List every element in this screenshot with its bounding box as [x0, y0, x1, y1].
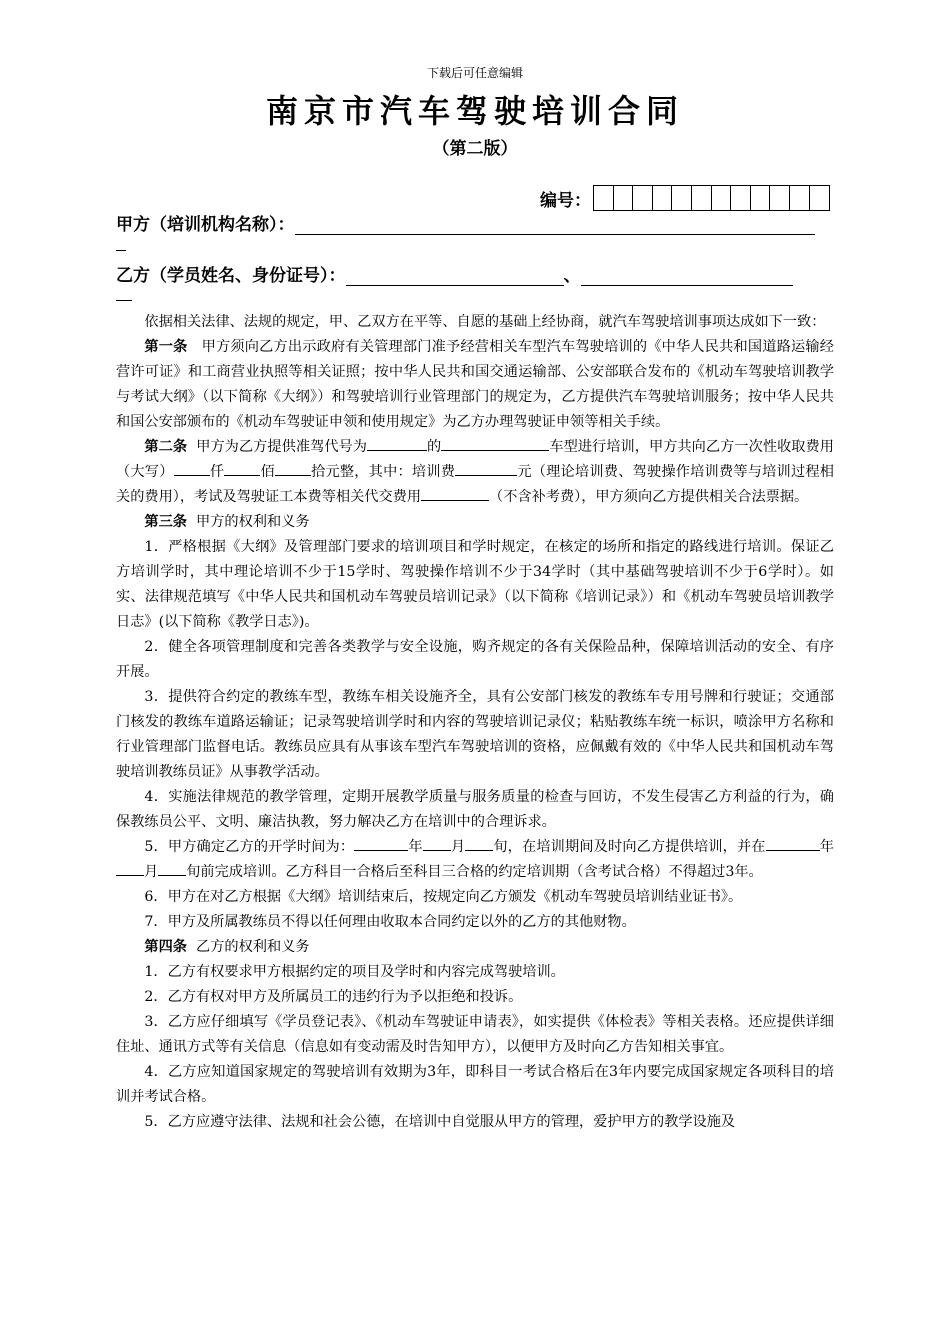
- party-a-line: [116, 210, 815, 235]
- license-class-blank: [367, 436, 427, 451]
- article-2-text-b: 的: [427, 439, 442, 455]
- party-b-name-blank: [346, 267, 564, 286]
- article-4-item-4: 4．乙方应知道国家规定的驾驶培训有效期为3年，即科目一考试合格后在3年内要完成国家规定各项科目的培训并考试合格。: [116, 1064, 834, 1105]
- article-1-text: 甲方须向乙方出示政府有关管理部门准予经营相关车型汽车驾驶培训的《中华人民共和国道路运输经营许可证》和工商营业执照等相关证照；按中华人民共和国交通运输部、公安部联合发布的《机动车驾驶培训教学与考试大纲》（以下简称《大纲》）和驾驶培训行业管理部门的规定为，乙方提供汽车驾驶培训服务；按中华人民共和国公安部颁布的《机动车驾驶证申领和使用规定》为乙方办理驾驶证申领等相关手续。: [116, 339, 834, 430]
- party-b-id-blank: [581, 267, 793, 286]
- item-5-text-f: 月: [144, 864, 159, 880]
- party-a-blank-tail: [116, 250, 126, 251]
- serial-label: 编号：: [540, 190, 591, 211]
- article-4-item-2: 2．乙方有权对甲方及所属员工的违约行为予以拒绝和投诉。: [144, 989, 523, 1005]
- article-3-title: [116, 510, 834, 535]
- serial-number: [540, 185, 830, 211]
- contract-title: 南京市汽车驾驶培训合同: [265, 92, 684, 130]
- article-1: [116, 335, 834, 435]
- party-a-blank: [295, 216, 815, 235]
- article-4-item-3: 3．乙方应仔细填写《学员登记表》、《机动车驾驶证申请表》，如实提供《体检表》等相关表格。还应提供详细住址、通讯方式等有关信息（信息如有变动需及时告知甲方），以便甲方及时向乙方告知相关事宜。: [116, 1014, 834, 1055]
- party-b-blank-tail: [116, 300, 132, 301]
- end-year-blank: [766, 836, 820, 851]
- article-3-title-text: 甲方的权利和义务: [196, 514, 310, 530]
- header-note: 下载后可任意编辑: [426, 66, 523, 80]
- article-2-text-f: 拾元整，其中：培训费: [310, 464, 456, 480]
- article-3-item-6: 6．甲方在对乙方根据《大纲》培训结束后，按规定向乙方颁发《机动车驾驶员培训结业证书》。: [144, 889, 743, 905]
- start-month-blank: [423, 836, 451, 851]
- article-4-heading: 第四条: [144, 939, 187, 955]
- end-month-blank: [116, 861, 144, 876]
- item-5-text-b: 年: [408, 839, 423, 855]
- serial-boxes: [593, 185, 830, 211]
- fee-hundreds-blank: [224, 461, 260, 476]
- item-5-text-e: 年: [819, 839, 834, 855]
- article-2-text-h: （不含补考费），甲方须向乙方提供相关合法票据。: [489, 489, 809, 505]
- start-year-blank: [354, 836, 408, 851]
- party-a-label: 甲方（培训机构名称）：: [116, 215, 295, 235]
- article-2: [116, 435, 834, 510]
- item-5-text-d: 旬，在培训期间及时向乙方提供培训，并在: [493, 839, 766, 855]
- item-5-text-c: 月: [450, 839, 466, 855]
- article-3-item-4: 4．实施法律规范的教学管理，定期开展教学质量与服务质量的检查与回访，不发生侵害乙方利益的行为，确保教练员公平、文明、廉洁执教，努力解决乙方在培训中的合理诉求。: [116, 789, 834, 830]
- article-3-item-7: 7．甲方及所属教练员不得以任何理由收取本合同约定以外的乙方的其他财物。: [144, 914, 636, 930]
- party-b-label: 乙方（学员姓名、身份证号）：: [116, 266, 346, 286]
- fee-tens-blank: [275, 461, 311, 476]
- article-1-heading: 第一条: [144, 339, 188, 355]
- vehicle-type-blank: [441, 436, 549, 451]
- item-5-text-g: 旬前完成培训。乙方科目一合格后至科目三合格的约定培训期（含考试合格）不得超过3年。: [186, 864, 763, 880]
- article-3-item-5: [116, 835, 834, 885]
- party-b-separator: 、: [563, 266, 581, 286]
- party-b-line: [116, 261, 793, 286]
- article-2-text-c: 车型进行培训，甲方共向乙方一次性收取费用（大写）: [116, 439, 834, 480]
- article-4-title-text: 乙方的权利和义务: [196, 939, 310, 955]
- article-3-item-1: 1．严格根据《大纲》及管理部门要求的培训项目和学时规定，在核定的场所和指定的路线进行培训。保证乙方培训学时，其中理论培训不少于15学时、驾驶操作培训不少于34学时（其中基础驾驶培训不少于6学时）。如实、法律规范填写《中华人民共和国机动车驾驶员培训记录》（以下简称《培训记录》）和《机动车驾驶员培训教学日志》(以下简称《教学日志》)。: [116, 539, 834, 630]
- article-3-item-3: 3．提供符合约定的教练车型，教练车相关设施齐全，具有公安部门核发的教练车专用号牌和行驶证；交通部门核发的教练车道路运输证；记录驾驶培训学时和内容的驾驶培训记录仪；粘贴教练车统一标识，喷涂甲方名称和行业管理部门监督电话。教练员应具有从事该车型汽车驾驶培训的资格，应佩戴有效的《中华人民共和国机动车驾驶培训教练员证》从事教学活动。: [116, 689, 834, 780]
- article-4-item-1: 1．乙方有权要求甲方根据约定的项目及学时和内容完成驾驶培训。: [144, 964, 565, 980]
- article-2-text-e: 佰: [260, 464, 275, 480]
- end-period-blank: [158, 861, 186, 876]
- start-period-blank: [465, 836, 493, 851]
- article-3-heading: 第三条: [144, 514, 187, 530]
- training-fee-blank: [455, 461, 517, 476]
- contract-subtitle: （第二版）: [432, 139, 518, 159]
- article-4-item-5: 5．乙方应遵守法律、法规和社会公德，在培训中自觉服从甲方的管理，爱护甲方的教学设施及: [144, 1114, 736, 1130]
- item-5-text-a: 5．甲方确定乙方的开学时间为：: [144, 839, 355, 855]
- article-2-heading: 第二条: [144, 439, 188, 455]
- article-2-text-a: 甲方为乙方提供准驾代号为: [196, 439, 368, 455]
- article-3-item-2: 2．健全各项管理制度和完善各类教学与安全设施，购齐规定的各有关保险品种，保障培训活动的安全、有序开展。: [116, 639, 834, 680]
- article-4-title: [116, 935, 834, 960]
- article-2-text-g: 元（理论培训费、驾驶操作培训费等与培训过程相关的费用），考试及驾驶证工本费等相关代交费用: [116, 464, 834, 505]
- intro-paragraph: 依据相关法律、法规的规定，甲、乙双方在平等、自愿的基础上经协商，就汽车驾驶培训事项达成如下一致：: [144, 314, 826, 330]
- exam-fee-blank: [421, 486, 489, 501]
- article-2-text-d: 仟: [209, 464, 225, 480]
- contract-body: [116, 310, 834, 1135]
- fee-thousands-blank: [174, 461, 210, 476]
